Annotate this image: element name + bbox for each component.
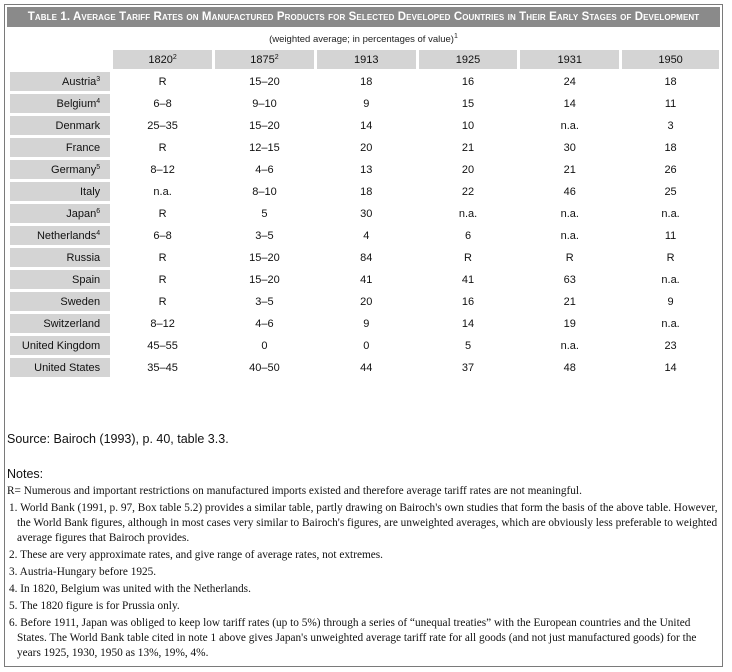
tariff-value-cell: 10 xyxy=(419,116,518,135)
tariff-value-cell: n.a. xyxy=(520,204,619,223)
tariff-value-cell: R xyxy=(113,270,212,289)
country-cell xyxy=(10,292,110,311)
tariff-value-cell: 15–20 xyxy=(215,248,314,267)
tariff-value-cell: 4–6 xyxy=(215,160,314,179)
tariff-value-cell: 30 xyxy=(317,204,416,223)
table-row xyxy=(10,94,719,113)
tariff-value-cell: n.a. xyxy=(622,270,719,289)
tariff-value-cell: R xyxy=(113,292,212,311)
tariff-value-cell: R xyxy=(113,204,212,223)
country-name: Italy xyxy=(79,185,101,198)
country-footnote: 3 xyxy=(96,75,101,83)
tariff-value-cell: 9 xyxy=(317,314,416,333)
tariff-value-cell: 8–10 xyxy=(215,182,314,201)
country-cell xyxy=(10,336,110,355)
tariff-value-cell: 11 xyxy=(622,94,719,113)
country-footnote: 4 xyxy=(96,97,101,105)
table-title: Table 1. Average Tariff Rates on Manufactured Products for Selected Developed Countries in Their Early Stages of Development xyxy=(7,7,720,27)
subtitle-footnote: 1 xyxy=(453,33,458,40)
tariff-value-cell: 26 xyxy=(622,160,719,179)
tariff-value-cell: 3 xyxy=(622,116,719,135)
year-header xyxy=(317,50,416,69)
table-row xyxy=(10,314,719,333)
tariff-value-cell: 18 xyxy=(622,72,719,91)
table-row xyxy=(10,336,719,355)
country-footnote: 5 xyxy=(96,163,101,171)
table-row xyxy=(10,204,719,223)
tariff-value-cell: 5 xyxy=(419,336,518,355)
country-cell xyxy=(10,226,110,245)
tariff-value-cell: 8–12 xyxy=(113,314,212,333)
tariff-value-cell: 23 xyxy=(622,336,719,355)
tariff-value-cell: 44 xyxy=(317,358,416,377)
tariff-value-cell: 6 xyxy=(419,226,518,245)
tariff-value-cell: 6–8 xyxy=(113,94,212,113)
tariff-table xyxy=(7,47,722,380)
table-subtitle xyxy=(7,28,720,46)
tariff-value-cell: 19 xyxy=(520,314,619,333)
tariff-value-cell: n.a. xyxy=(113,182,212,201)
year-header xyxy=(520,50,619,69)
country-name: Spain xyxy=(72,273,101,286)
tariff-value-cell: 16 xyxy=(419,292,518,311)
table-row xyxy=(10,292,719,311)
notes-list xyxy=(7,484,719,663)
note-item: 1. World Bank (1991, p. 97, Box table 5.2) provides a similar table, partly drawing on Bairoch's own studies that form the basis of the above table. However, the World Bank figures, although in most cases very similar to Bairoch's figures, are unweighted averages, which are obviously less preferable to weighted average figures that Bairoch provides. xyxy=(9,502,718,544)
tariff-value-cell: R xyxy=(113,248,212,267)
country-cell xyxy=(10,138,110,157)
tariff-value-cell: 40–50 xyxy=(215,358,314,377)
tariff-value-cell: 20 xyxy=(419,160,518,179)
tariff-value-cell: 22 xyxy=(419,182,518,201)
country-cell xyxy=(10,314,110,333)
tariff-value-cell: 24 xyxy=(520,72,619,91)
tariff-value-cell: 0 xyxy=(215,336,314,355)
table-row xyxy=(10,182,719,201)
country-name: Netherlands xyxy=(36,229,97,242)
tariff-value-cell: 4–6 xyxy=(215,314,314,333)
country-footnote: 4 xyxy=(96,229,101,237)
tariff-value-cell: 20 xyxy=(317,292,416,311)
country-cell xyxy=(10,204,110,223)
country-cell xyxy=(10,94,110,113)
tariff-value-cell: 15–20 xyxy=(215,270,314,289)
header-blank-cell xyxy=(10,50,110,69)
tariff-value-cell: 48 xyxy=(520,358,619,377)
tariff-value-cell: R xyxy=(520,248,619,267)
tariff-value-cell: 46 xyxy=(520,182,619,201)
tariff-value-cell: 14 xyxy=(317,116,416,135)
tariff-value-cell: R xyxy=(113,138,212,157)
year-header xyxy=(622,50,719,69)
tariff-value-cell: 8–12 xyxy=(113,160,212,179)
note-item: 5. The 1820 figure is for Prussia only. xyxy=(9,600,180,612)
country-cell xyxy=(10,72,110,91)
table-row xyxy=(10,248,719,267)
year-footnote: 2 xyxy=(172,53,177,61)
tariff-value-cell: 14 xyxy=(622,358,719,377)
country-cell xyxy=(10,116,110,135)
table-row xyxy=(10,138,719,157)
tariff-value-cell: 37 xyxy=(419,358,518,377)
tariff-value-cell: 25–35 xyxy=(113,116,212,135)
tariff-value-cell: R xyxy=(419,248,518,267)
tariff-value-cell: 9 xyxy=(622,292,719,311)
year-label: 1931 xyxy=(557,53,582,66)
tariff-value-cell: 21 xyxy=(520,292,619,311)
tariff-value-cell: 30 xyxy=(520,138,619,157)
country-name: Russia xyxy=(66,251,101,264)
tariff-value-cell: 9–10 xyxy=(215,94,314,113)
tariff-value-cell: 4 xyxy=(317,226,416,245)
year-label: 1925 xyxy=(455,53,481,66)
country-name: Denmark xyxy=(55,119,101,132)
tariff-value-cell: 6–8 xyxy=(113,226,212,245)
tariff-value-cell: 21 xyxy=(520,160,619,179)
tariff-value-cell: 18 xyxy=(317,182,416,201)
tariff-value-cell: 18 xyxy=(622,138,719,157)
tariff-value-cell: 15 xyxy=(419,94,518,113)
table-row xyxy=(10,270,719,289)
table-row xyxy=(10,116,719,135)
tariff-value-cell: 15–20 xyxy=(215,72,314,91)
year-label: 1913 xyxy=(354,53,379,66)
country-name: United Kingdom xyxy=(21,339,101,352)
table-row xyxy=(10,72,719,91)
tariff-value-cell: 9 xyxy=(317,94,416,113)
tariff-value-cell: 18 xyxy=(317,72,416,91)
country-name: United States xyxy=(34,361,101,374)
tariff-value-cell: 5 xyxy=(215,204,314,223)
tariff-value-cell: 3–5 xyxy=(215,292,314,311)
country-cell xyxy=(10,270,110,289)
tariff-value-cell: 25 xyxy=(622,182,719,201)
tariff-value-cell: 63 xyxy=(520,270,619,289)
note-item: 4. In 1820, Belgium was united with the Netherlands. xyxy=(9,583,251,595)
tariff-value-cell: 15–20 xyxy=(215,116,314,135)
year-label: 1875 xyxy=(250,53,275,66)
tariff-value-cell: n.a. xyxy=(520,226,619,245)
source-line: Source: Bairoch (1993), p. 40, table 3.3. xyxy=(7,432,229,446)
tariff-value-cell: 12–15 xyxy=(215,138,314,157)
note-item: R= Numerous and important restrictions on manufactured imports existed and therefore average tariff rates are not meaningful. xyxy=(7,485,582,497)
table-row xyxy=(10,358,719,377)
country-name: Germany xyxy=(51,163,97,176)
tariff-value-cell: 21 xyxy=(419,138,518,157)
tariff-value-cell: 35–45 xyxy=(113,358,212,377)
country-name: Japan xyxy=(66,207,97,220)
header-row xyxy=(10,50,719,69)
tariff-value-cell: 0 xyxy=(317,336,416,355)
country-name: Austria xyxy=(62,75,97,88)
year-label: 1950 xyxy=(658,53,683,66)
tariff-value-cell: 11 xyxy=(622,226,719,245)
tariff-value-cell: 13 xyxy=(317,160,416,179)
note-item: 6. Before 1911, Japan was obliged to keep low tariff rates (up to 5%) through a series of “unequal treaties” with the European countries and the United States. The World Bank table cited in note 1 above gives Japan's unweighted average tariff rate for all goods (and not just manufactured goods) for the years 1925, 1930, 1950 as 13%, 19%, 4%. xyxy=(9,617,697,659)
tariff-value-cell: n.a. xyxy=(622,314,719,333)
subtitle-text: (weighted average; in percentages of value) xyxy=(269,34,454,45)
tariff-value-cell: 16 xyxy=(419,72,518,91)
tariff-value-cell: 84 xyxy=(317,248,416,267)
country-cell xyxy=(10,248,110,267)
country-cell xyxy=(10,358,110,377)
tariff-value-cell: 41 xyxy=(419,270,518,289)
country-name: France xyxy=(65,141,101,154)
note-item: 2. These are very approximate rates, and give range of average rates, not extremes. xyxy=(9,549,383,561)
country-name: Switzerland xyxy=(43,317,101,330)
year-label: 1820 xyxy=(148,53,173,66)
tariff-value-cell: 45–55 xyxy=(113,336,212,355)
year-header xyxy=(215,50,314,69)
country-footnote: 6 xyxy=(96,207,101,215)
tariff-value-cell: n.a. xyxy=(419,204,518,223)
country-name: Sweden xyxy=(60,295,101,308)
table-row xyxy=(10,226,719,245)
tariff-value-cell: 3–5 xyxy=(215,226,314,245)
tariff-value-cell: 14 xyxy=(419,314,518,333)
table-frame xyxy=(4,4,723,667)
tariff-value-cell: n.a. xyxy=(520,336,619,355)
tariff-value-cell: 41 xyxy=(317,270,416,289)
notes-heading: Notes: xyxy=(7,467,44,481)
year-footnote: 2 xyxy=(274,53,279,61)
tariff-value-cell: 14 xyxy=(520,94,619,113)
country-name: Belgium xyxy=(56,97,97,110)
year-header xyxy=(419,50,518,69)
country-cell xyxy=(10,160,110,179)
country-cell xyxy=(10,182,110,201)
note-item: 3. Austria-Hungary before 1925. xyxy=(9,566,157,578)
tariff-value-cell: n.a. xyxy=(520,116,619,135)
year-header xyxy=(113,50,212,69)
tariff-value-cell: n.a. xyxy=(622,204,719,223)
tariff-value-cell: 20 xyxy=(317,138,416,157)
tariff-value-cell: R xyxy=(622,248,719,267)
table-row xyxy=(10,160,719,179)
tariff-value-cell: R xyxy=(113,72,212,91)
